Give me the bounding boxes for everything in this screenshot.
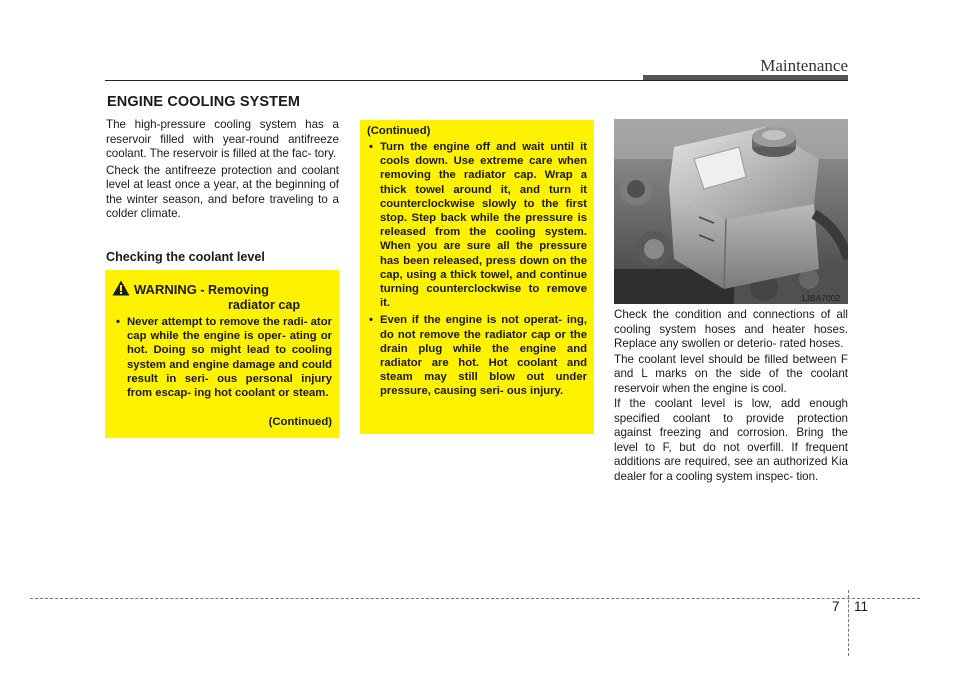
page-number: 11: [854, 599, 869, 614]
coolant-instructions: [614, 308, 848, 484]
warning-title-line2: radiator cap: [228, 298, 301, 312]
warning-item: • Never attempt to remove the radi- ator cap while the engine is oper- ating or hot. Doing so might lead to cooling system and engine damage and could result in seri- ous personal injury from escap- ing hot coolant or steam.: [114, 315, 332, 400]
intro-paragraph: The high-pressure cooling system has a reservoir filled with year-round antifreeze coolant. The reservoir is filled at the fac- tory.: [106, 118, 339, 160]
warning-heading: [112, 280, 334, 313]
section-title: Maintenance: [760, 56, 848, 75]
instruction-paragraph: If the coolant level is low, add enough specified coolant to provide protection against freezing and corrosion. Bring the level to F, but do not overfill. If frequent additions are required, see an authorized Kia dealer for a cooling system inspec- tion.: [614, 397, 848, 483]
warning-triangle-icon: [112, 280, 130, 296]
chapter-number: 7: [832, 599, 840, 614]
continued-label: (Continued): [268, 416, 332, 428]
warning-item: • Even if the engine is not operat- ing, do not remove the radiator cap or the drain plug while the engine and radiator are hot. Hot coolant and steam may still blow out under pressure, causing seri- ous injury.: [367, 313, 587, 398]
instruction-paragraph: The coolant level should be filled between F and L marks on the side of the coolant reservoir when the engine is cool.: [614, 352, 848, 395]
page-title: ENGINE COOLING SYSTEM: [107, 94, 301, 110]
warning-label: WARNING: [134, 282, 197, 297]
engine-bay-illustration: [614, 119, 848, 304]
instruction-paragraph: Check the condition and connections of all cooling system hoses and heater hoses. Replace any swollen or deterio- rated hoses.: [614, 308, 848, 350]
intro-text: [106, 118, 339, 222]
photo-caption: 1JBA7002: [801, 293, 841, 303]
header-rule: [105, 80, 848, 81]
warning-list: [114, 315, 332, 400]
coolant-reservoir-photo: [614, 119, 848, 304]
subheading: Checking the coolant level: [106, 250, 265, 264]
warning-item: • Turn the engine off and wait until it cools down. Use extreme care when removing the radiator cap. Wrap a thick towel around it, and turn it counterclockwise slowly to the first stop. Step back while the pressure is released from the cooling system. When you are sure all the pressure has been released, press down on the cap, using a thick towel, and continue turning counterclockwise to remove it.: [367, 140, 587, 310]
footer-rule: [30, 598, 920, 599]
continued-label: (Continued): [367, 125, 431, 137]
footer-divider: [848, 590, 849, 656]
warning-title-line1: - Removing: [200, 283, 269, 297]
warning-continued-list: [367, 140, 587, 399]
intro-paragraph: Check the antifreeze protection and coolant level at least once a year, at the beginning of the winter season, and before traveling to a colder climate.: [106, 163, 339, 220]
